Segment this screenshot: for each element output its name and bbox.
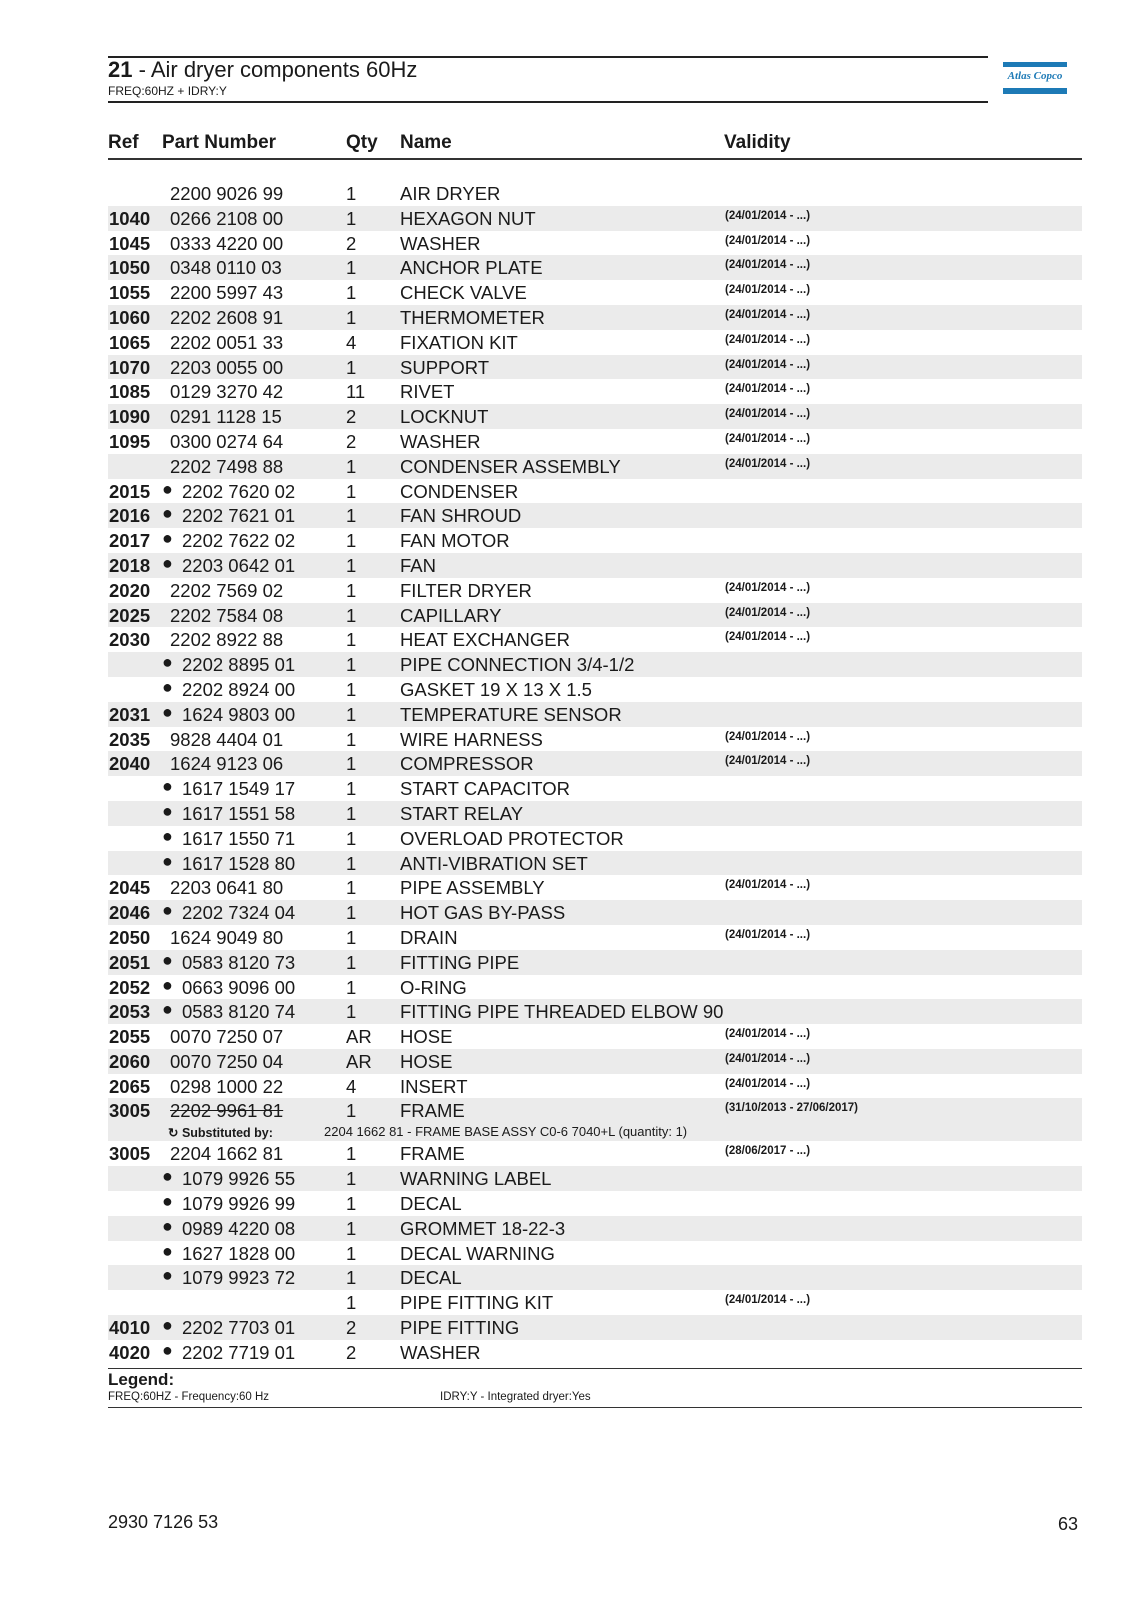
ref-cell: 2045 (109, 877, 151, 899)
ref-cell: 2031 (109, 703, 151, 725)
table-row (108, 181, 1082, 206)
atlas-copco-logo (1003, 62, 1067, 96)
qty-cell: 1 (346, 778, 357, 800)
name-cell: HOSE (400, 1050, 453, 1072)
qty-cell: 2 (346, 1317, 357, 1339)
qty-cell: 1 (346, 1292, 357, 1314)
part-number-cell: 0291 1128 15 (170, 406, 282, 428)
qty-cell: 1 (346, 356, 357, 378)
name-cell: SUPPORT (400, 356, 490, 378)
part-number-cell: 2202 7621 01 (182, 505, 296, 527)
section-number: 21 (108, 57, 133, 82)
part-number-cell: 1617 1550 71 (182, 827, 296, 849)
ref-cell: 4020 (109, 1341, 151, 1363)
bullet-icon: ● (162, 1215, 173, 1236)
ref-cell: 1055 (109, 282, 151, 304)
name-cell: HEXAGON NUT (400, 207, 536, 229)
table-row (108, 1074, 1082, 1099)
part-number-cell: 2202 8924 00 (182, 678, 296, 700)
table-row (108, 776, 1082, 801)
ref-cell: 2035 (109, 728, 151, 750)
part-number-cell: 2202 7498 88 (170, 455, 284, 477)
table-row (108, 999, 1082, 1024)
qty-cell: 2 (346, 1341, 357, 1363)
logo-bar-bottom (1003, 88, 1067, 94)
name-cell: START CAPACITOR (400, 778, 570, 800)
name-cell: RIVET (400, 381, 455, 403)
validity-cell: (24/01/2014 - ...) (725, 358, 811, 371)
name-cell: FAN SHROUD (400, 505, 522, 527)
table-row (108, 206, 1082, 231)
bullet-icon: ● (162, 552, 173, 573)
bullet-icon: ● (162, 776, 173, 797)
legend-top-rule (108, 1368, 1082, 1369)
qty-cell: 1 (346, 207, 357, 229)
ref-cell: 2051 (109, 951, 151, 973)
name-cell: WASHER (400, 232, 481, 254)
qty-cell: 1 (346, 554, 357, 576)
qty-cell: 1 (346, 530, 357, 552)
table-row (108, 255, 1082, 280)
ref-cell: 2030 (109, 629, 151, 651)
bullet-icon: ● (162, 1240, 173, 1261)
ref-cell: 3005 (109, 1100, 151, 1122)
table-row (108, 1166, 1082, 1191)
qty-cell: 2 (346, 406, 357, 428)
part-number-cell: 1079 9926 55 (182, 1168, 296, 1190)
validity-cell: (24/01/2014 - ...) (725, 284, 811, 297)
document-number: 2930 7126 53 (108, 1512, 219, 1532)
ref-cell: 1085 (109, 381, 151, 403)
col-header-ref: Ref (108, 132, 139, 153)
validity-cell: (24/01/2014 - ...) (725, 333, 811, 346)
part-number-cell: 0300 0274 64 (170, 430, 284, 452)
ref-cell: 2050 (109, 926, 151, 948)
bullet-icon: ● (162, 949, 173, 970)
part-number-cell: 2203 0055 00 (170, 356, 284, 378)
name-cell: FAN MOTOR (400, 530, 510, 552)
name-cell: FITTING PIPE (400, 951, 520, 973)
part-number-cell: 2202 7622 02 (182, 530, 296, 552)
validity-cell: (24/01/2014 - ...) (725, 606, 811, 619)
qty-cell: 1 (346, 480, 357, 502)
substituted-by-text: 2204 1662 81 - FRAME BASE ASSY C0-6 7040+L (quantity: 1) (324, 1124, 688, 1140)
name-cell: LOCKNUT (400, 406, 489, 428)
qty-cell: AR (346, 1050, 372, 1072)
table-row (108, 826, 1082, 851)
validity-cell: (24/01/2014 - ...) (725, 408, 811, 421)
name-cell: PIPE ASSEMBLY (400, 877, 545, 899)
table-row (108, 1098, 1082, 1141)
part-number-cell: 0070 7250 07 (170, 1026, 284, 1048)
validity-cell: (24/01/2014 - ...) (725, 308, 811, 321)
ref-cell: 1060 (109, 306, 151, 328)
name-cell: DECAL WARNING (400, 1242, 555, 1264)
validity-cell: (24/01/2014 - ...) (725, 1052, 811, 1065)
part-number-cell: 2202 9961 81 (170, 1100, 284, 1122)
qty-cell: 1 (346, 678, 357, 700)
validity-cell: (24/01/2014 - ...) (725, 209, 811, 222)
part-number-cell: 2202 7584 08 (170, 604, 284, 626)
name-cell: THERMOMETER (400, 306, 545, 328)
validity-cell: (24/01/2014 - ...) (725, 1077, 811, 1090)
ref-cell: 4010 (109, 1317, 151, 1339)
qty-cell: 1 (346, 654, 357, 676)
name-cell: CHECK VALVE (400, 282, 527, 304)
part-number-cell: 9828 4404 01 (170, 728, 284, 750)
qty-cell: 1 (346, 1001, 357, 1023)
qty-cell: 1 (346, 505, 357, 527)
part-number-cell: 2200 9026 99 (170, 183, 284, 204)
name-cell: HEAT EXCHANGER (400, 629, 570, 651)
qty-cell: 1 (346, 629, 357, 651)
qty-cell: 1 (346, 852, 357, 874)
ref-cell: 2015 (109, 480, 151, 502)
name-cell: GASKET 19 X 13 X 1.5 (400, 678, 592, 700)
part-number-cell: 2200 5997 43 (170, 282, 284, 304)
table-row (108, 553, 1082, 578)
name-cell: TEMPERATURE SENSOR (400, 703, 622, 725)
table-row (108, 578, 1082, 603)
part-number-cell: 0070 7250 04 (170, 1050, 284, 1072)
col-header-validity: Validity (724, 132, 791, 153)
part-number-cell: 1627 1828 00 (182, 1242, 296, 1264)
ref-cell: 1070 (109, 356, 151, 378)
name-cell: DECAL (400, 1267, 462, 1289)
part-number-cell: 1617 1528 80 (182, 852, 296, 874)
qty-cell: 1 (346, 1143, 357, 1165)
table-row (108, 1265, 1082, 1290)
ref-cell: 1095 (109, 430, 151, 452)
name-cell: AIR DRYER (400, 183, 501, 204)
legend-bottom-rule (108, 1407, 1082, 1408)
table-row (108, 727, 1082, 752)
bullet-icon: ● (162, 974, 173, 995)
bullet-icon: ● (162, 1265, 173, 1286)
name-cell: WARNING LABEL (400, 1168, 552, 1190)
part-number-cell: 2202 7569 02 (170, 579, 284, 601)
ref-cell: 3005 (109, 1143, 151, 1165)
ref-cell: 2016 (109, 505, 151, 527)
table-row (108, 479, 1082, 504)
validity-cell: (24/01/2014 - ...) (725, 457, 811, 470)
name-cell: OVERLOAD PROTECTOR (400, 827, 624, 849)
name-cell: FRAME (400, 1100, 465, 1122)
part-number-cell: 0348 0110 03 (170, 257, 282, 279)
name-cell: WASHER (400, 1341, 481, 1363)
ref-cell: 2055 (109, 1026, 151, 1048)
part-number-cell: 0583 8120 73 (182, 951, 296, 973)
validity-cell: (24/01/2014 - ...) (725, 581, 811, 594)
col-header-qty: Qty (346, 132, 378, 153)
table-row (108, 702, 1082, 727)
name-cell: DECAL (400, 1193, 462, 1215)
part-number-cell: 2203 0641 80 (170, 877, 284, 899)
part-number-cell: 0266 2108 00 (170, 207, 284, 229)
table-row (108, 1141, 1082, 1166)
name-cell: FRAME (400, 1143, 465, 1165)
part-number-cell: 0663 9096 00 (182, 976, 296, 998)
qty-cell: 1 (346, 1100, 357, 1122)
table-row (108, 627, 1082, 652)
name-cell: COMPRESSOR (400, 753, 534, 775)
part-number-cell: 1079 9923 72 (182, 1267, 296, 1289)
ref-cell: 2025 (109, 604, 151, 626)
ref-cell: 2046 (109, 902, 151, 924)
qty-cell: 1 (346, 902, 357, 924)
qty-cell: 1 (346, 1217, 357, 1239)
qty-cell: 1 (346, 951, 357, 973)
ref-cell: 2060 (109, 1050, 151, 1072)
ref-cell: 1050 (109, 257, 151, 279)
ref-cell: 1090 (109, 406, 151, 428)
ref-cell: 2018 (109, 554, 151, 576)
ref-cell: 2065 (109, 1075, 151, 1097)
bullet-icon: ● (162, 800, 173, 821)
qty-cell: 1 (346, 282, 357, 304)
ref-cell: 2052 (109, 976, 151, 998)
qty-cell: 2 (346, 430, 357, 452)
bullet-icon: ● (162, 1166, 173, 1187)
table-row (108, 1049, 1082, 1074)
qty-cell: 1 (346, 802, 357, 824)
logo-bar-top (1003, 62, 1067, 67)
table-row (108, 379, 1082, 404)
bullet-icon: ● (162, 1191, 173, 1212)
validity-cell: (24/01/2014 - ...) (725, 1294, 811, 1307)
bullet-icon: ● (162, 1315, 173, 1336)
qty-cell: 1 (346, 604, 357, 626)
table-row (108, 975, 1082, 1000)
qty-cell: 1 (346, 306, 357, 328)
bullet-icon: ● (162, 850, 173, 871)
ref-cell: 2020 (109, 579, 151, 601)
table-row (108, 330, 1082, 355)
name-cell: FIXATION KIT (400, 331, 518, 353)
part-number-cell: 2203 0642 01 (182, 554, 296, 576)
qty-cell: 1 (346, 926, 357, 948)
qty-cell: 1 (346, 257, 357, 279)
page-title (108, 57, 417, 83)
ref-cell: 1065 (109, 331, 151, 353)
part-number-cell: 1079 9926 99 (182, 1193, 296, 1215)
name-cell: PIPE FITTING (400, 1317, 520, 1339)
qty-cell: 1 (346, 976, 357, 998)
name-cell: FAN (400, 554, 436, 576)
name-cell: CONDENSER ASSEMBLY (400, 455, 621, 477)
legend-item: FREQ:60HZ - Frequency:60 Hz (108, 1391, 270, 1403)
table-row (108, 875, 1082, 900)
name-cell: ANCHOR PLATE (400, 257, 543, 279)
part-number-cell: 2202 2608 91 (170, 306, 284, 328)
validity-cell: (28/06/2017 - ...) (725, 1145, 811, 1158)
name-cell: PIPE CONNECTION 3/4-1/2 (400, 654, 635, 676)
part-number-cell: 2202 8895 01 (182, 654, 296, 676)
table-row (108, 1024, 1082, 1049)
part-number-cell: 2202 7324 04 (182, 902, 296, 924)
validity-cell: (24/01/2014 - ...) (725, 755, 811, 768)
validity-cell: (24/01/2014 - ...) (725, 928, 811, 941)
validity-cell: (24/01/2014 - ...) (725, 631, 811, 644)
name-cell: PIPE FITTING KIT (400, 1292, 554, 1314)
table-row (108, 925, 1082, 950)
qty-cell: 1 (346, 877, 357, 899)
name-cell: WIRE HARNESS (400, 728, 543, 750)
col-header-part-number: Part Number (162, 132, 277, 153)
legend-item: IDRY:Y - Integrated dryer:Yes (440, 1391, 591, 1403)
name-cell: DRAIN (400, 926, 458, 948)
validity-cell: (24/01/2014 - ...) (725, 383, 811, 396)
part-number-cell: 2202 7703 01 (182, 1317, 296, 1339)
bullet-icon: ● (162, 825, 173, 846)
bullet-icon: ● (162, 478, 173, 499)
part-number-cell: 2202 7719 01 (182, 1341, 296, 1363)
table-row (108, 1191, 1082, 1216)
table-row (108, 355, 1082, 380)
part-number-cell: 1624 9803 00 (182, 703, 296, 725)
validity-cell: (24/01/2014 - ...) (725, 730, 811, 743)
validity-cell: (24/01/2014 - ...) (725, 432, 811, 445)
bullet-icon: ● (162, 652, 173, 673)
part-number-cell: 2202 8922 88 (170, 629, 284, 651)
qty-cell: 1 (346, 827, 357, 849)
bullet-icon: ● (162, 999, 173, 1020)
name-cell: FITTING PIPE THREADED ELBOW 90 (400, 1001, 724, 1023)
part-number-cell: 1617 1549 17 (182, 778, 296, 800)
name-cell: HOSE (400, 1026, 453, 1048)
bullet-icon: ● (162, 503, 173, 524)
qty-cell: 1 (346, 1168, 357, 1190)
name-cell: ANTI-VIBRATION SET (400, 852, 588, 874)
table-row (108, 950, 1082, 975)
col-header-name: Name (400, 132, 452, 153)
page-subtitle: FREQ:60HZ + IDRY:Y (108, 84, 227, 98)
parts-table (108, 181, 1082, 1365)
name-cell: CAPILLARY (400, 604, 502, 626)
name-cell: INSERT (400, 1075, 468, 1097)
table-row (108, 900, 1082, 925)
name-cell: CONDENSER (400, 480, 519, 502)
part-number-cell: 0989 4220 08 (182, 1217, 296, 1239)
ref-cell: 1040 (109, 207, 151, 229)
table-row (108, 404, 1082, 429)
part-number-cell: 0333 4220 00 (170, 232, 284, 254)
section-title: - Air dryer components 60Hz (132, 57, 418, 82)
ref-cell: 2053 (109, 1001, 151, 1023)
ref-cell: 2017 (109, 530, 151, 552)
part-number-cell: 2202 7620 02 (182, 480, 296, 502)
table-row (108, 1290, 1082, 1315)
table-row (108, 231, 1082, 256)
qty-cell: AR (346, 1026, 372, 1048)
page-number: 63 (1058, 1514, 1079, 1534)
qty-cell: 1 (346, 1242, 357, 1264)
header-rule (108, 158, 1082, 160)
legend-title: Legend: (108, 1370, 175, 1389)
qty-cell: 1 (346, 728, 357, 750)
table-row (108, 429, 1082, 454)
name-cell: START RELAY (400, 802, 524, 824)
title-bottom-rule (108, 101, 988, 103)
qty-cell: 1 (346, 183, 357, 204)
ref-cell: 1045 (109, 232, 151, 254)
part-number-cell: 1617 1551 58 (182, 802, 296, 824)
table-row (108, 603, 1082, 628)
part-number-cell: 0583 8120 74 (182, 1001, 296, 1023)
qty-cell: 4 (346, 331, 357, 353)
part-number-cell: 2202 0051 33 (170, 331, 284, 353)
part-number-cell: 0298 1000 22 (170, 1075, 284, 1097)
bullet-icon: ● (162, 1339, 173, 1360)
table-row (108, 1315, 1082, 1340)
table-row (108, 1340, 1082, 1365)
bullet-icon: ● (162, 900, 173, 921)
bullet-icon: ● (162, 528, 173, 549)
table-row (108, 677, 1082, 702)
validity-cell: (24/01/2014 - ...) (725, 879, 811, 892)
qty-cell: 1 (346, 455, 357, 477)
table-row (108, 1216, 1082, 1241)
part-number-cell: 1624 9049 80 (170, 926, 284, 948)
qty-cell: 4 (346, 1075, 357, 1097)
qty-cell: 1 (346, 579, 357, 601)
validity-cell: (31/10/2013 - 27/06/2017) (725, 1102, 858, 1115)
table-row (108, 305, 1082, 330)
table-row (108, 280, 1082, 305)
part-number-cell: 2204 1662 81 (170, 1143, 284, 1165)
table-row (108, 801, 1082, 826)
validity-cell: (24/01/2014 - ...) (725, 259, 811, 272)
qty-cell: 1 (346, 1193, 357, 1215)
name-cell: FILTER DRYER (400, 579, 532, 601)
qty-cell: 2 (346, 232, 357, 254)
part-number-cell: 0129 3270 42 (170, 381, 284, 403)
name-cell: O-RING (400, 976, 467, 998)
logo-text: Atlas Copco (1007, 70, 1063, 82)
name-cell: HOT GAS BY-PASS (400, 902, 566, 924)
bullet-icon: ● (162, 701, 173, 722)
qty-cell: 11 (346, 381, 366, 403)
table-row (108, 528, 1082, 553)
name-cell: WASHER (400, 430, 481, 452)
table-row (108, 751, 1082, 776)
ref-cell: 2040 (109, 753, 151, 775)
table-row (108, 454, 1082, 479)
qty-cell: 1 (346, 753, 357, 775)
bullet-icon: ● (162, 676, 173, 697)
part-number-cell: 1624 9123 06 (170, 753, 284, 775)
validity-cell: (24/01/2014 - ...) (725, 1028, 811, 1041)
name-cell: GROMMET 18-22-3 (400, 1217, 566, 1239)
qty-cell: 1 (346, 703, 357, 725)
qty-cell: 1 (346, 1267, 357, 1289)
table-row (108, 851, 1082, 876)
validity-cell: (24/01/2014 - ...) (725, 234, 811, 247)
table-row (108, 1241, 1082, 1266)
table-row (108, 503, 1082, 528)
table-row (108, 652, 1082, 677)
substituted-by-label: ↻ Substituted by: (168, 1126, 273, 1141)
